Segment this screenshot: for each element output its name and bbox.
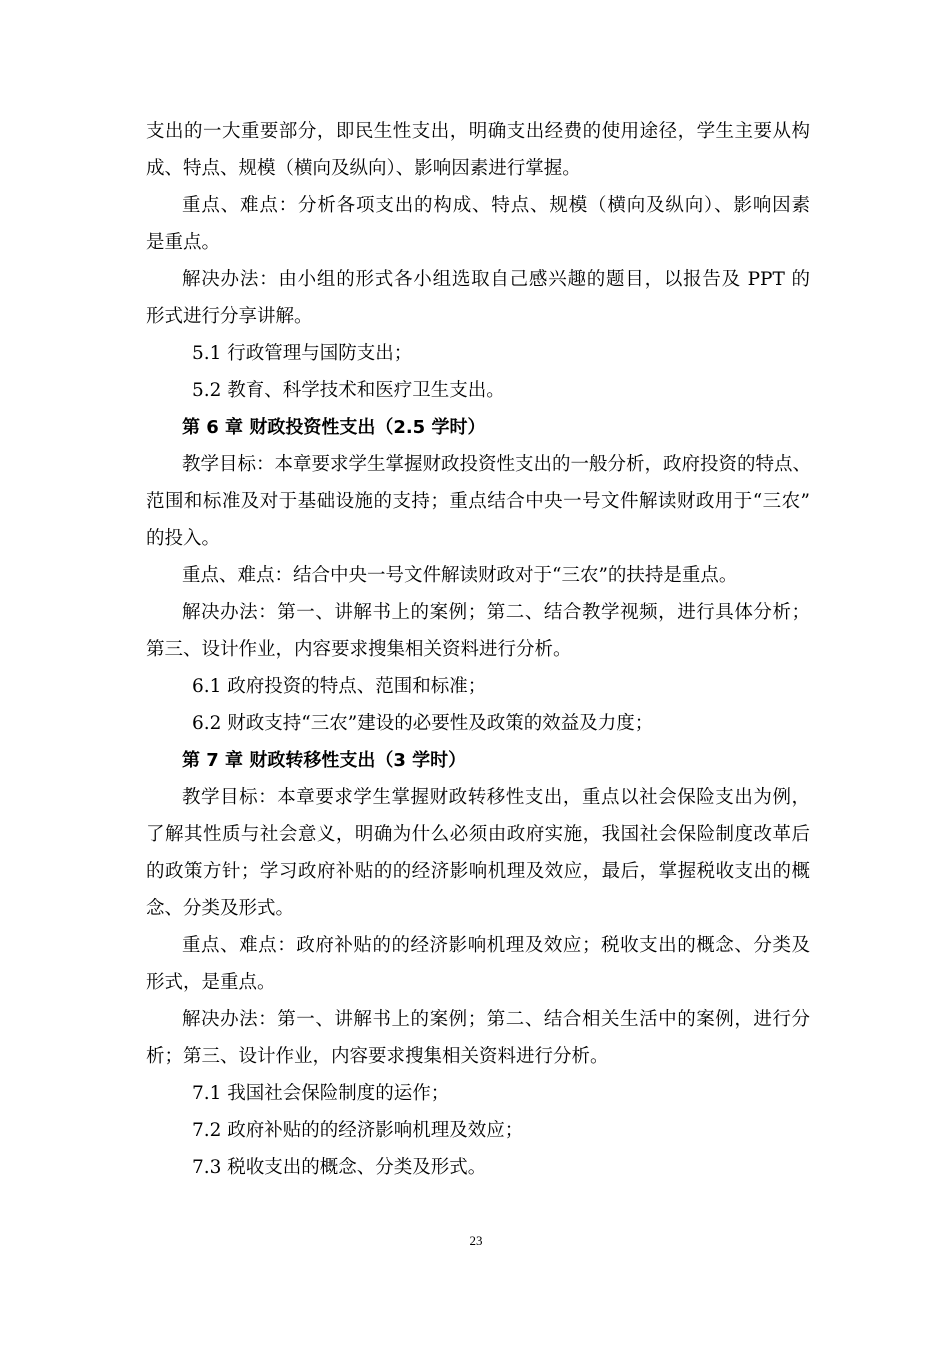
text-line: 解决办法：第一、讲解书上的案例；第二、结合相关生活中的案例，进行分: [182, 1009, 810, 1030]
text-line: 成、特点、规模（横向及纵向）、影响因素进行掌握。: [146, 158, 581, 179]
subsection-item: 7.3 税收支出的概念、分类及形式。: [192, 1157, 487, 1178]
text-line: 是重点。: [146, 232, 221, 253]
subsection-item: 6.2 财政支持“三农”建设的必要性及政策的效益及力度；: [192, 713, 654, 734]
text-line: 析；第三、设计作业，内容要求搜集相关资料进行分析。: [146, 1046, 609, 1067]
subsection-item: 5.2 教育、科学技术和医疗卫生支出。: [192, 380, 505, 401]
text-line: 形式，是重点。: [146, 972, 276, 993]
subsection-item: 6.1 政府投资的特点、范围和标准；: [192, 676, 487, 697]
text-line: 的政策方针；学习政府补贴的的经济影响机理及效应，最后，掌握税收支出的概: [146, 861, 810, 882]
text-line: 解决办法：由小组的形式各小组选取自己感兴趣的题目，以报告及 PPT 的: [182, 269, 810, 290]
text-line: 念、分类及形式。: [146, 898, 295, 919]
text-line: 第三、设计作业，内容要求搜集相关资料进行分析。: [146, 639, 572, 660]
text-line: 解决办法：第一、讲解书上的案例；第二、结合教学视频，进行具体分析；: [182, 602, 810, 623]
text-line: 重点、难点：政府补贴的的经济影响机理及效应；税收支出的概念、分类及: [182, 935, 810, 956]
text-line: 重点、难点：结合中央一号文件解读财政对于“三农”的扶持是重点。: [182, 565, 738, 586]
document-body: [146, 113, 810, 1186]
chapter-heading: 第 6 章 财政投资性支出（2.5 学时）: [182, 417, 486, 438]
chapter-heading: 第 7 章 财政转移性支出（3 学时）: [182, 750, 467, 771]
text-line: 重点、难点：分析各项支出的构成、特点、规模（横向及纵向）、影响因素: [182, 195, 810, 216]
text-line: 教学目标：本章要求学生掌握财政投资性支出的一般分析，政府投资的特点、: [182, 454, 812, 475]
subsection-item: 5.1 行政管理与国防支出；: [192, 343, 413, 364]
text-line: 支出的一大重要部分，即民生性支出，明确支出经费的使用途径，学生主要从构: [146, 121, 810, 142]
text-line: 教学目标：本章要求学生掌握财政转移性支出，重点以社会保险支出为例，: [182, 787, 810, 808]
text-line: 了解其性质与社会意义，明确为什么必须由政府实施，我国社会保险制度改革后: [146, 824, 810, 845]
subsection-item: 7.2 政府补贴的的经济影响机理及效应；: [192, 1120, 524, 1141]
page-number: 23: [469, 1233, 483, 1248]
subsection-item: 7.1 我国社会保险制度的运作；: [192, 1083, 450, 1104]
text-line: 的投入。: [146, 528, 221, 549]
text-line: 范围和标准及对于基础设施的支持；重点结合中央一号文件解读财政用于“三农”: [146, 491, 810, 512]
text-line: 形式进行分享讲解。: [146, 306, 313, 327]
